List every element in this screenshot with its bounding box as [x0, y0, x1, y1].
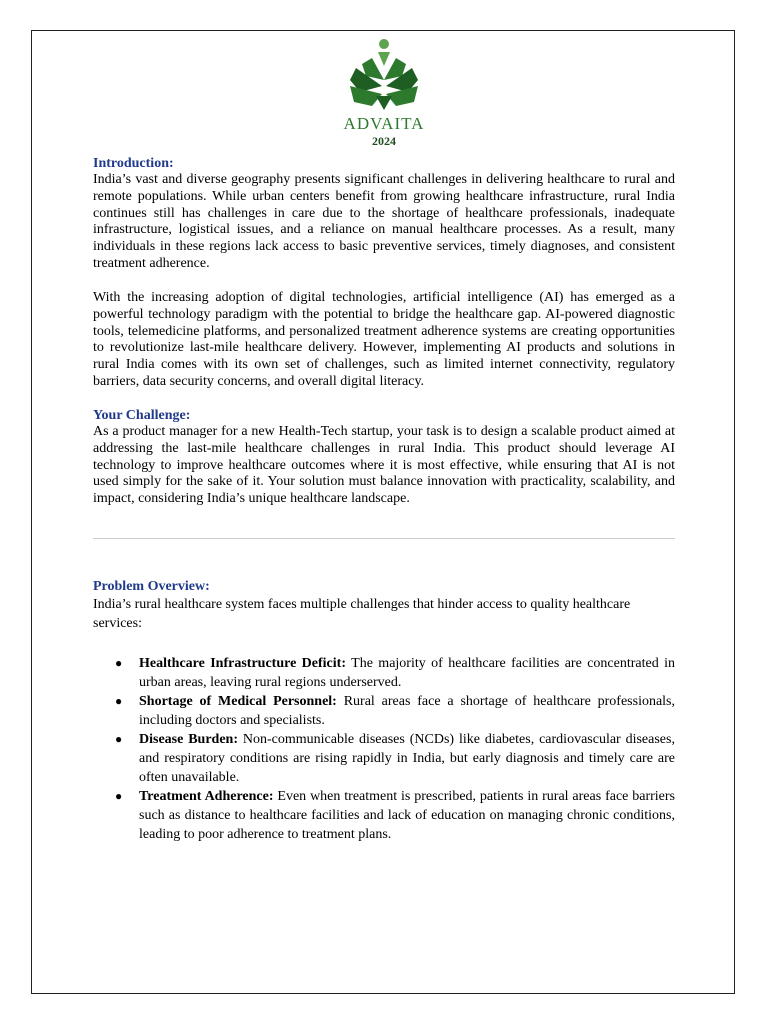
list-item-text: Non-communicable diseases (NCDs) like diabetes, cardiovascular diseases, and respiratory conditions are rising rapidly in India, but early diagnosis and timely care are often unavailable.: [139, 732, 675, 785]
bullet-icon: ●: [115, 694, 123, 708]
list-item: [93, 787, 675, 844]
lotus-emblem-icon: [326, 36, 442, 116]
list-item-text: Even when treatment is prescribed, patients in rural areas face barriers such as distance to healthcare facilities and lack of education on managing chronic conditions, leading to poor adherence to treatment plans.: [139, 789, 676, 842]
challenge-heading: Your Challenge:: [93, 408, 191, 423]
challenge-section: [93, 407, 675, 508]
logo-name: ADVAITA: [343, 114, 425, 133]
problem-overview-heading: Problem Overview:: [93, 579, 210, 594]
problem-overview-section: [93, 578, 675, 633]
list-item: [93, 730, 675, 787]
bullet-icon: ●: [115, 656, 123, 670]
introduction-paragraph-2-block: [93, 290, 675, 391]
section-divider: [93, 538, 675, 539]
list-item-title: Healthcare Infrastructure Deficit:: [139, 656, 346, 671]
problem-overview-intro: India’s rural healthcare system faces multiple challenges that hinder access to quality healthcare services:: [93, 597, 631, 631]
bullet-icon: ●: [115, 789, 123, 803]
introduction-heading: Introduction:: [93, 156, 174, 171]
bullet-icon: ●: [115, 732, 123, 746]
introduction-paragraph-2: With the increasing adoption of digital technologies, artificial intelligence (AI) has emerged as a powerful technology paradigm with the potential to bridge the healthcare gap. AI-powered diagnostic tools, telemedicine platforms, and personalized treatment adherence systems are creating opportunities to revolutionize last-mile healthcare delivery. However, implementing AI products and solutions in rural India comes with its own set of challenges, such as limited internet connectivity, regulatory barriers, data security concerns, and overall digital literacy.: [93, 290, 675, 389]
challenge-paragraph: As a product manager for a new Health-Tech startup, your task is to design a scalable product aimed at addressing the last-mile healthcare challenges in rural India. This product should leverage AI technology to improve healthcare outcomes where it is most effective, while ensuring that AI is not used simply for the sake of it. Your solution must balance innovation with practicality, scalability, and impact, considering India’s unique healthcare landscape.: [93, 424, 675, 507]
list-item-text: Rural areas face a shortage of healthcare professionals, including doctors and specialists.: [139, 694, 676, 728]
list-item-title: Treatment Adherence:: [139, 789, 274, 804]
logo-year: 2024: [372, 134, 396, 148]
list-item: [93, 654, 675, 692]
list-item-text: The majority of healthcare facilities are concentrated in urban areas, leaving rural regions underserved.: [139, 656, 675, 690]
advaita-logo: [326, 36, 442, 152]
list-item-title: Disease Burden:: [139, 732, 238, 747]
problem-list-block: [93, 654, 675, 844]
introduction-section: [93, 155, 675, 273]
problem-list: [93, 654, 675, 844]
list-item: [93, 692, 675, 730]
list-item-title: Shortage of Medical Personnel:: [139, 694, 337, 709]
introduction-paragraph-1: India’s vast and diverse geography presents significant challenges in delivering healthcare to rural and remote populations. While urban centers benefit from growing healthcare infrastructure, rural India continues still has challenges in care due to the shortage of healthcare professionals, inadequate infrastructure, logistical issues, and a reliance on manual healthcare processes. As a result, many individuals in these regions lack access to basic preventive services, timely diagnoses, and consistent treatment adherence.: [93, 172, 675, 271]
